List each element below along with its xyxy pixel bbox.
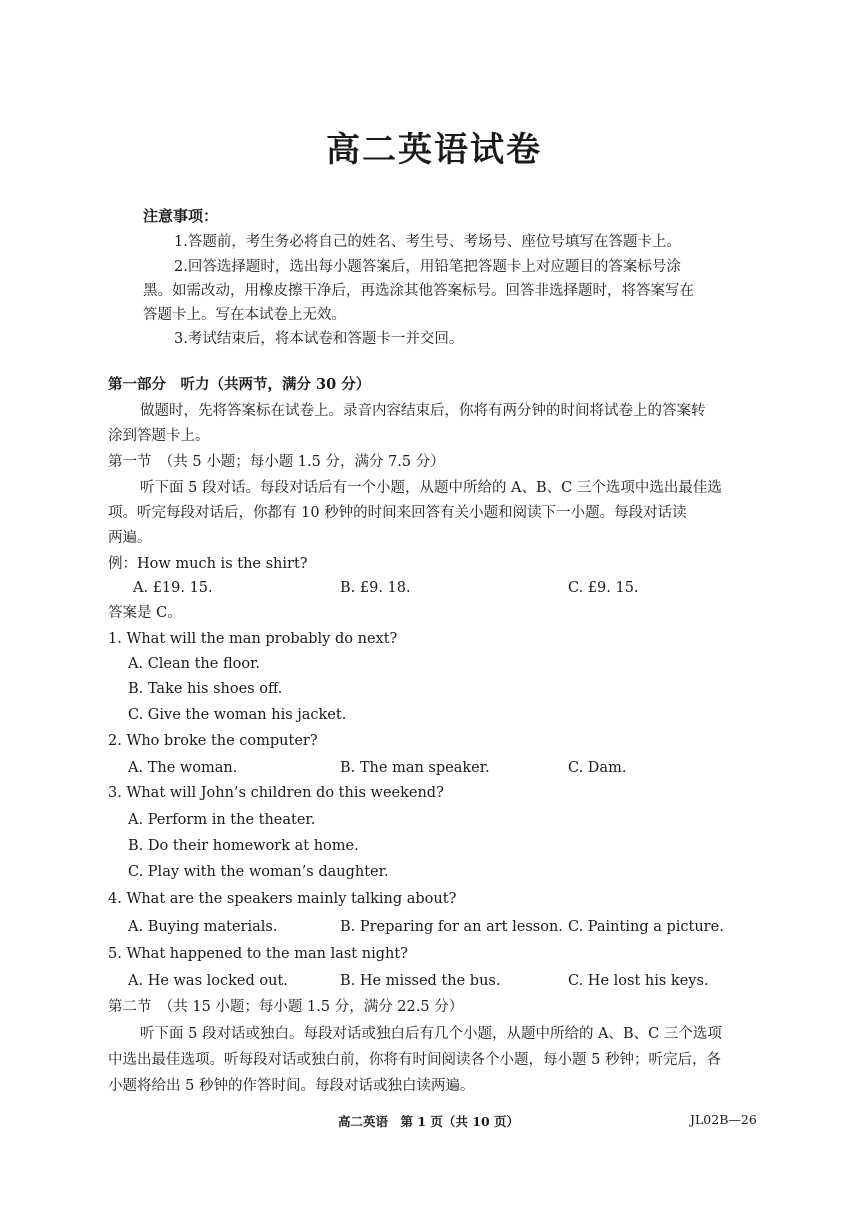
part1-heading: 第一部分 听力（共两节，满分 30 分） [108,376,371,393]
paper-code: JL02B—26 [690,1112,757,1127]
question-2: 2. Who broke the computer? [108,733,318,749]
example-option-c: C. £9. 15. [568,580,639,596]
section1-intro-line-2: 项。听完每段对话后，你都有 10 秒钟的时间来回答有关小题和阅读下一小题。每段对话读 [108,505,687,521]
question-4-option-a: A. Buying materials. [128,919,278,935]
question-5-option-b: B. He missed the bus. [340,973,501,989]
question-1-option-a: A. Clean the floor. [128,656,261,672]
page-footer: 高二英语 第 1 页（共 10 页） [338,1114,520,1129]
question-2-option-c: C. Dam. [568,760,627,776]
question-2-option-b: B. The man speaker. [340,760,490,776]
section1-intro-line-1: 听下面 5 段对话。每段对话后有一个小题，从题中所给的 A、B、C 三个选项中选出最佳选 [140,480,722,496]
question-1-option-b: B. Take his shoes off. [128,681,283,697]
notice-item-2-line-3: 答题卡上。写在本试卷上无效。 [143,307,346,323]
question-2-option-a: A. The woman. [128,760,238,776]
part1-intro-line-2: 涂到答题卡上。 [108,428,210,444]
section1-intro-line-3: 两遍。 [108,530,152,546]
question-3-option-b: B. Do their homework at home. [128,838,359,854]
question-5: 5. What happened to the man last night? [108,946,408,962]
example-option-b: B. £9. 18. [340,580,411,596]
section2-intro-line-2: 中选出最佳选项。听每段对话或独白前，你将有时间阅读各个小题，每小题 5 秒钟；听完后，各 [108,1052,721,1068]
page-title: 高二英语试卷 [326,130,542,170]
part1-intro-line-1: 做题时，先将答案标在试卷上。录音内容结束后，你将有两分钟的时间将试卷上的答案转 [140,403,706,419]
question-3: 3. What will John’s children do this weekend? [108,785,444,801]
example-option-a: A. £19. 15. [133,580,213,596]
notice-item-1: 1.答题前，考生务必将自己的姓名、考生号、考场号、座位号填写在答题卡上。 [174,234,681,250]
example-answer: 答案是 C。 [108,605,182,621]
section2-intro-line-3: 小题将给出 5 秒钟的作答时间。每段对话或独白读两遍。 [108,1078,475,1094]
question-1-option-c: C. Give the woman his jacket. [128,707,347,723]
example-question: 例：How much is the shirt? [108,556,308,572]
question-4-option-b: B. Preparing for an art lesson. [340,919,563,935]
notice-item-2-line-1: 2.回答选择题时，选出每小题答案后，用铅笔把答题卡上对应题目的答案标号涂 [174,259,681,275]
question-5-option-a: A. He was locked out. [128,973,288,989]
question-1: 1. What will the man probably do next? [108,631,398,647]
section2-heading: 第二节 （共 15 小题；每小题 1.5 分，满分 22.5 分） [108,999,464,1015]
section1-heading: 第一节 （共 5 小题；每小题 1.5 分，满分 7.5 分） [108,454,445,470]
notice-item-2-line-2: 黑。如需改动，用橡皮擦干净后，再选涂其他答案标号。回答非选择题时，将答案写在 [143,283,694,299]
question-4-option-c: C. Painting a picture. [568,919,724,935]
question-3-option-a: A. Perform in the theater. [128,812,316,828]
notice-item-3: 3.考试结束后，将本试卷和答题卡一并交回。 [174,331,464,347]
notice-heading: 注意事项： [143,207,219,225]
question-4: 4. What are the speakers mainly talking about? [108,891,457,907]
question-5-option-c: C. He lost his keys. [568,973,709,989]
section2-intro-line-1: 听下面 5 段对话或独白。每段对话或独白后有几个小题，从题中所给的 A、B、C 三个选项 [140,1026,722,1042]
question-3-option-c: C. Play with the woman’s daughter. [128,864,389,880]
